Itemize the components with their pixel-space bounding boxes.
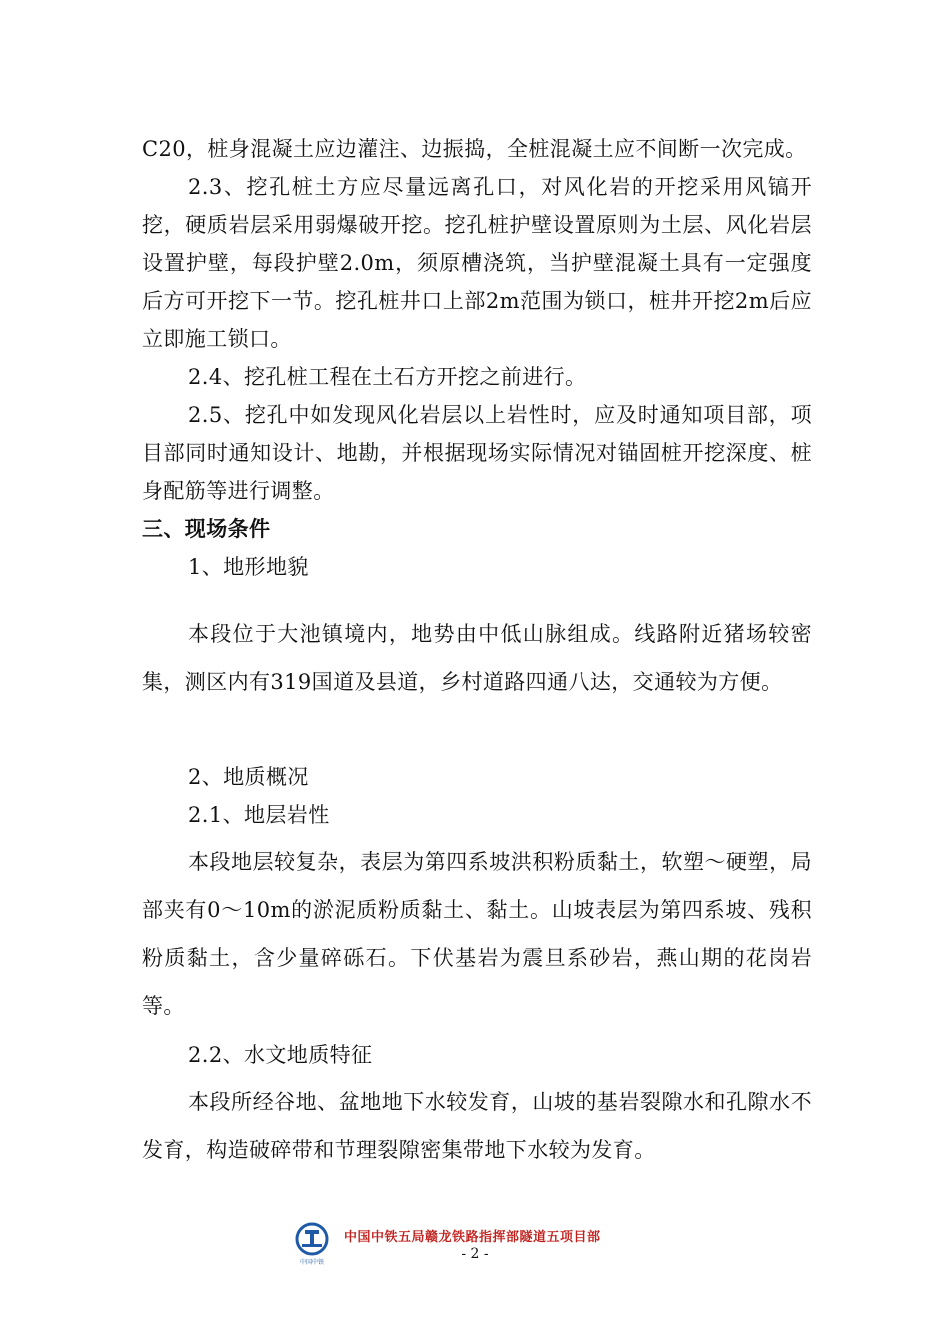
subheading-hydrogeology: 2.2、水文地质特征 bbox=[188, 1043, 373, 1067]
logo-caption: 中国中铁 bbox=[299, 1259, 325, 1266]
paragraph-2-4: 2.4、挖孔桩工程在土石方开挖之前进行。 bbox=[188, 365, 587, 389]
subheading-strata: 2.1、地层岩性 bbox=[188, 803, 330, 827]
page-number: - 2 - bbox=[461, 1246, 489, 1262]
footer-organization-title: 中国中铁五局赣龙铁路指挥部隧道五项目部 bbox=[344, 1230, 601, 1245]
paragraph-hydrogeology: 本段所经谷地、盆地地下水较发育，山坡的基岩裂隙水和孔隙水不发育，构造破碎带和节理裂隙密集带地下水较为发育。 bbox=[142, 1090, 812, 1162]
body-block-3 bbox=[142, 758, 812, 834]
paragraph-c20: C20，桩身混凝土应边灌注、边振捣，全桩混凝土应不间断一次完成。 bbox=[142, 137, 807, 161]
subheading-geology: 2、地质概况 bbox=[188, 765, 309, 789]
paragraph-2-5: 2.5、挖孔中如发现风化岩层以上岩性时，应及时通知项目部，项目部同时通知设计、地勘，并根据现场实际情况对锚固桩开挖深度、桩身配筋等进行调整。 bbox=[142, 403, 812, 503]
paragraph-terrain: 本段位于大池镇境内，地势由中低山脉组成。线路附近猪场较密集，测区内有319国道及县道，乡村道路四通八达，交通较为方便。 bbox=[142, 622, 812, 694]
section-heading-site-conditions: 三、现场条件 bbox=[142, 517, 271, 541]
subheading-terrain: 1、地形地貌 bbox=[188, 555, 309, 579]
body-block-6 bbox=[142, 1078, 812, 1174]
body-block-2 bbox=[142, 610, 812, 706]
body-block-1 bbox=[142, 130, 812, 586]
page-footer bbox=[0, 1212, 950, 1282]
body-block-5 bbox=[142, 1036, 812, 1074]
paragraph-strata: 本段地层较复杂，表层为第四系坡洪积粉质黏土，软塑～硬塑，局部夹有0～10m的淤泥质粉质黏土、黏土。山坡表层为第四系坡、残积粉质黏土，含少量碎砾石。下伏基岩为震旦系砂岩，燕山期的花岗岩等。 bbox=[142, 850, 812, 1018]
body-block-4 bbox=[142, 838, 812, 1030]
paragraph-2-3: 2.3、挖孔桩土方应尽量远离孔口，对风化岩的开挖采用风镐开挖，硬质岩层采用弱爆破开挖。挖孔桩护壁设置原则为土层、风化岩层设置护壁，每段护壁2.0m，须原槽浇筑，当护壁混凝土具有一定强度后方可开挖下一节。挖孔桩井口上部2m范围为锁口，桩井开挖2m后应立即施工锁口。 bbox=[142, 175, 812, 351]
